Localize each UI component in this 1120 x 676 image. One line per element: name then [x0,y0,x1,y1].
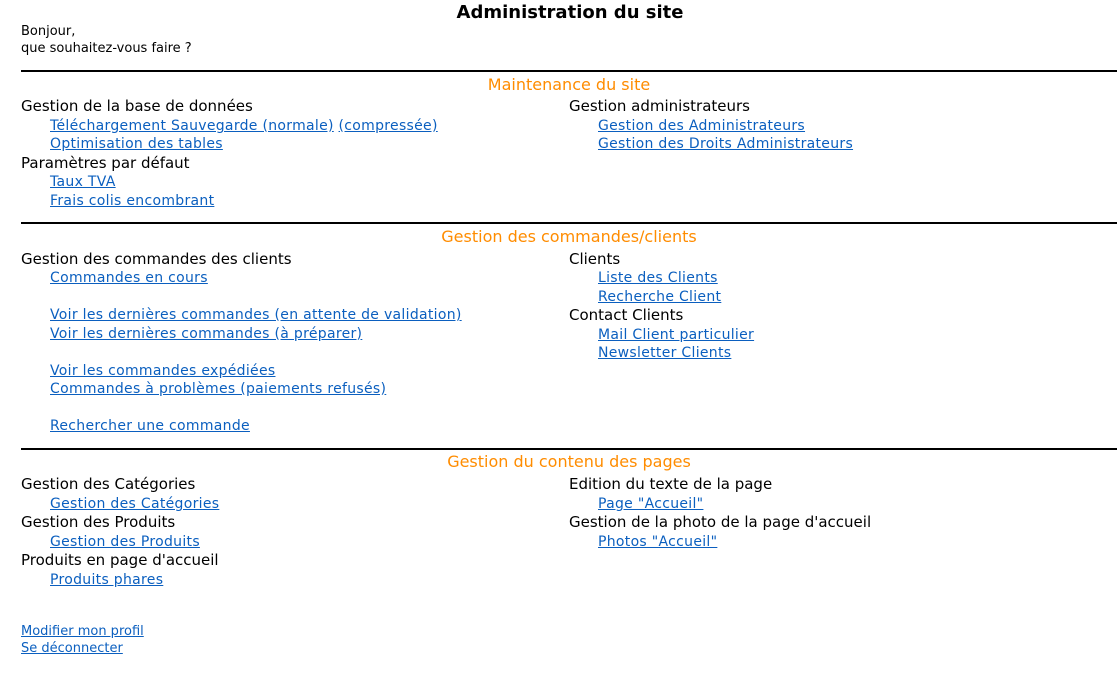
group-database: Gestion de la base de données [21,97,253,115]
categories-link[interactable]: Gestion des Catégories [50,496,220,512]
problem-orders-link[interactable]: Commandes à problèmes (paiements refusés) [50,381,387,397]
shipped-orders-link[interactable]: Voir les commandes expédiées [50,363,276,379]
group-orders: Gestion des commandes des clients [21,250,292,268]
mail-client-link[interactable]: Mail Client particulier [598,327,755,343]
group-admins: Gestion administrateurs [569,97,750,115]
backup-compressed-link[interactable]: (compressée) [338,118,438,134]
backup-normal-link[interactable]: Téléchargement Sauvegarde (normale) [50,118,334,134]
greeting-line-1: Bonjour, [21,24,76,39]
group-categories: Gestion des Catégories [21,475,196,493]
backup-links [50,117,438,135]
section-title-content: Gestion du contenu des pages [447,452,691,471]
newsletter-link[interactable]: Newsletter Clients [598,345,732,361]
group-clients: Clients [569,250,621,268]
orders-to-prepare-link[interactable]: Voir les dernières commandes (à préparer) [50,326,363,342]
client-list-link[interactable]: Liste des Clients [598,270,718,286]
greeting-line-2: que souhaitez-vous faire ? [21,41,192,56]
products-link[interactable]: Gestion des Produits [50,534,200,550]
home-photos-link[interactable]: Photos "Accueil" [598,534,718,550]
client-search-link[interactable]: Recherche Client [598,289,722,305]
group-contact-clients: Contact Clients [569,306,684,324]
group-home-photo: Gestion de la photo de la page d'accueil [569,513,872,531]
admins-link[interactable]: Gestion des Administrateurs [598,118,806,134]
logout-link[interactable]: Se déconnecter [21,641,123,656]
page-title: Administration du site [456,2,684,23]
bulky-shipping-link[interactable]: Frais colis encombrant [50,193,215,209]
group-home-products: Produits en page d'accueil [21,551,219,569]
group-page-text: Edition du texte de la page [569,475,773,493]
optimize-tables-link[interactable]: Optimisation des tables [50,136,223,152]
section-divider [21,70,1117,72]
current-orders-link[interactable]: Commandes en cours [50,270,208,286]
admin-rights-link[interactable]: Gestion des Droits Administrateurs [598,136,854,152]
search-order-link[interactable]: Rechercher une commande [50,418,250,434]
pending-orders-link[interactable]: Voir les dernières commandes (en attente de validation) [50,307,462,323]
vat-rate-link[interactable]: Taux TVA [50,174,116,190]
home-page-text-link[interactable]: Page "Accueil" [598,496,704,512]
section-divider [21,448,1117,450]
group-products: Gestion des Produits [21,513,176,531]
featured-products-link[interactable]: Produits phares [50,572,164,588]
section-title-maintenance: Maintenance du site [487,75,651,94]
section-title-orders: Gestion des commandes/clients [441,227,697,246]
edit-profile-link[interactable]: Modifier mon profil [21,624,144,639]
group-defaults: Paramètres par défaut [21,154,190,172]
section-divider [21,222,1117,224]
